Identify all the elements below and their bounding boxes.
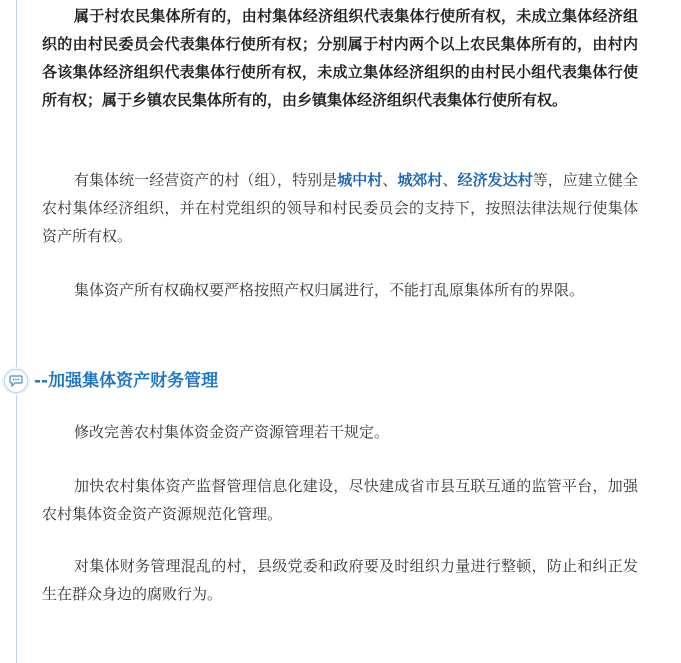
section-title: --加强集体资产财务管理: [34, 371, 219, 391]
section-paragraph-2: 加快农村集体资产监督管理信息化建设，尽快建成省市县互联互通的监管平台，加强农村集体资金资产资源规范化管理。: [42, 477, 638, 523]
section-paragraph-3: 对集体财务管理混乱的村，县级党委和政府要及时组织力量进行整顿，防止和纠正发生在群众身边的腐败行为。: [42, 557, 638, 603]
section-heading: [4, 368, 218, 394]
unified-operation-tail: 等，应建立健全农村集体经济组织，并在村党组织的领导和村民委员会的支持下，按照法律法规行使集体资产所有权。: [42, 171, 638, 245]
separator: 、: [382, 171, 398, 189]
paragraph-confirmation: 集体资产所有权确权要严格按照产权归属进行，不能打乱原集体所有的界限。: [74, 281, 585, 299]
comment-icon: [4, 369, 28, 393]
link-urban-village[interactable]: 城中村: [337, 171, 383, 189]
paragraph-ownership-rules: 属于村农民集体所有的，由村集体经济组织代表集体行使所有权，未成立集体经济组织的由村民委员会代表集体行使所有权；分别属于村内两个以上农民集体所有的，由村内各该集体经济组织代表集体行使所有权，未成立集体经济组织的由村民小组代表集体行使所有权；属于乡镇农民集体所有的，由乡镇集体经济组织代表集体行使所有权。: [42, 7, 638, 109]
section-paragraph-1: 修改完善农村集体资金资产资源管理若干规定。: [74, 423, 390, 441]
separator: 、: [442, 171, 458, 189]
timeline-line: [16, 0, 17, 663]
link-suburban-village[interactable]: 城郊村: [397, 171, 443, 189]
link-developed-village[interactable]: 经济发达村: [457, 171, 533, 189]
paragraph-unified-operation: [42, 166, 638, 250]
unified-operation-lead: 有集体统一经营资产的村（组），特别是: [74, 171, 338, 189]
